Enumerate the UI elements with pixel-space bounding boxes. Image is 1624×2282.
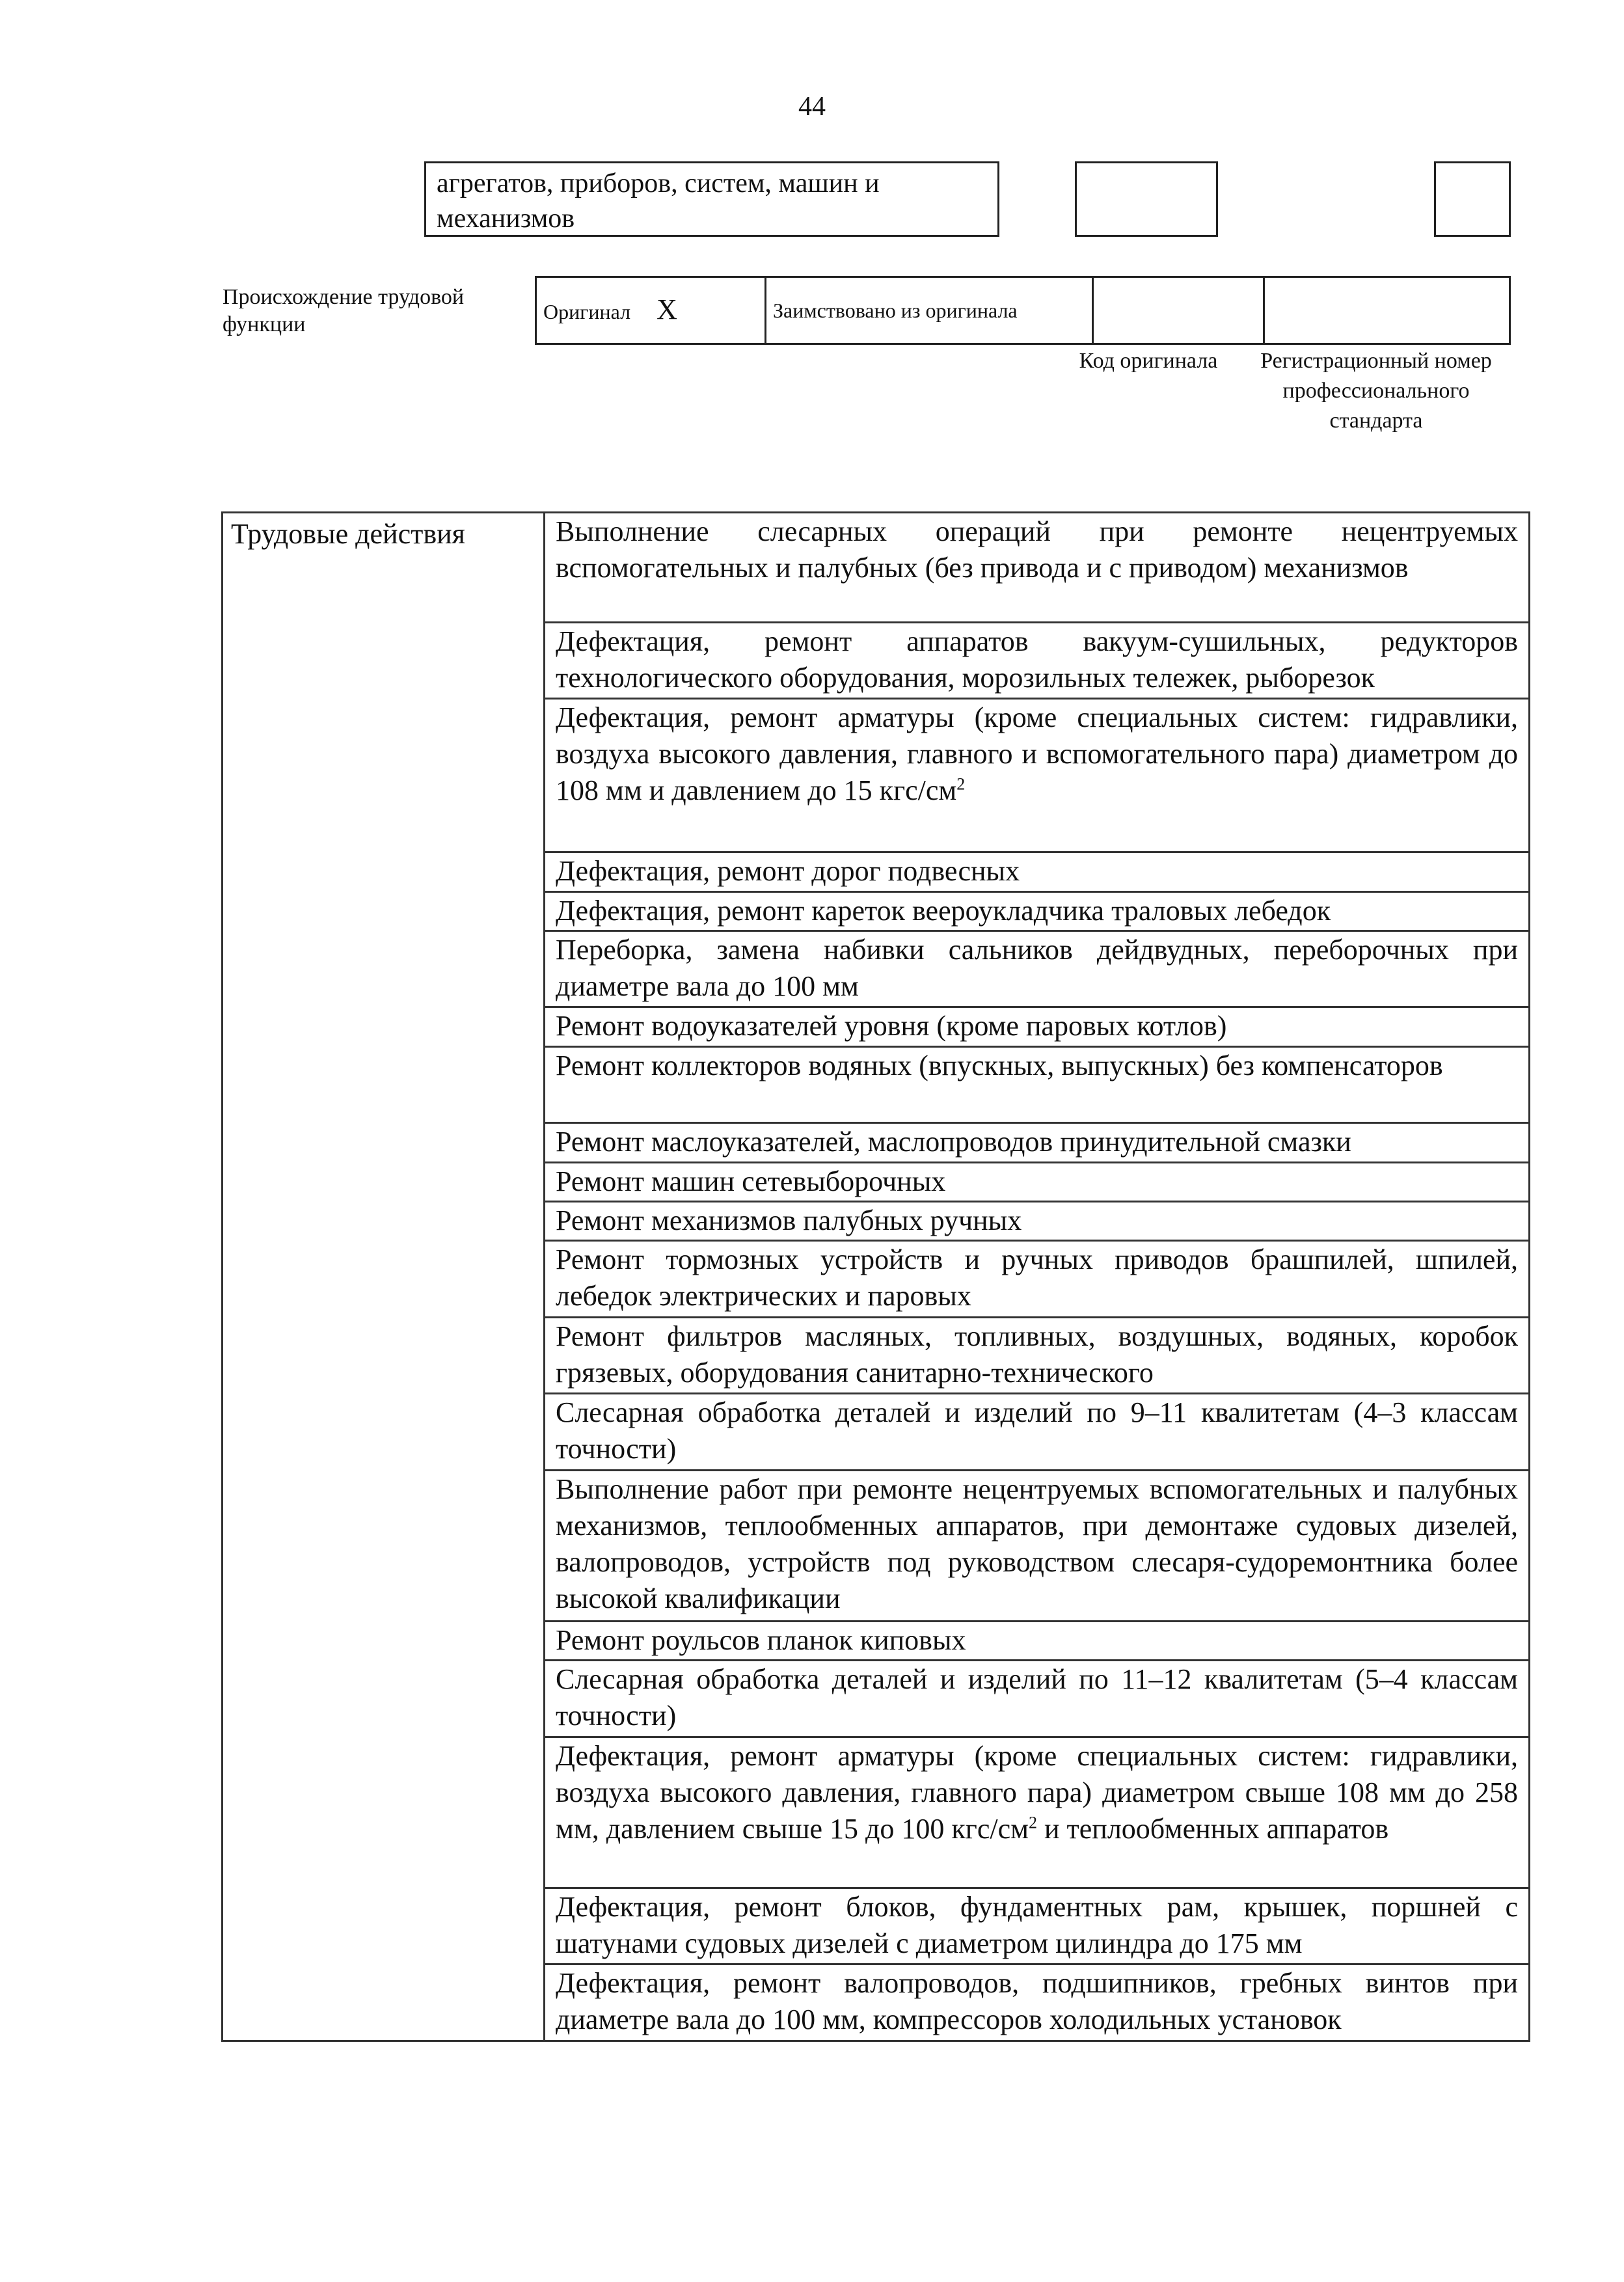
labor-action-item: Выполнение работ при ремонте нецентруемых вспомогательных и палубных механизмов, теплообменных аппаратов, при демонтаже судовых дизелей, валопроводов, устройств под руководством слесаря-судоремонтника более высокой квалификации [545,1470,1530,1621]
labor-action-item: Переборка, замена набивки сальников дейдвудных, переборочных при диаметре вала до 100 мм [545,930,1530,1007]
labor-action-item: Дефектация, ремонт блоков, фундаментных рам, крышек, поршней с шатунами судовых дизелей с диаметром цилиндра до 175 мм [545,1888,1530,1964]
origin-label: Происхождение трудовой функции [223,285,465,336]
labor-action-item: Дефектация, ремонт валопроводов, подшипников, гребных винтов при диаметре вала до 100 мм, компрессоров холодильных установок [545,1964,1530,2041]
labor-action-text-tail: и теплообменных аппаратов [1036,1812,1389,1845]
labor-action-item: Выполнение слесарных операций при ремонте нецентруемых вспомогательных и палубных (без привода и с приводом) механизмов [545,513,1530,623]
empty-level-box [1434,161,1511,237]
labor-action-item: Ремонт водоуказателей уровня (кроме паровых котлов) [545,1007,1530,1046]
origin-table [535,276,1511,345]
labor-action-item: Ремонт маслоуказателей, маслопроводов принудительной смазки [545,1123,1530,1162]
page-number: 44 [798,92,826,122]
labor-action-item: Ремонт тормозных устройств и ручных приводов брашпилей, шпилей, лебедок электрических и паровых [545,1241,1530,1318]
superscript-two: 2 [956,774,966,794]
function-name-text: агрегатов, приборов, систем, машин и механизмов [437,169,880,234]
labor-action-item: Слесарная обработка деталей и изделий по 11–12 квалитетам (5–4 классам точности) [545,1661,1530,1737]
original-cell [536,277,766,344]
labor-action-text: Дефектация, ремонт арматуры (кроме специальных систем: гидравлики, воздуха высокого давления, главного и вспомогательного пара) диаметром до 108 мм и давлением до 15 кгс/см [556,701,1518,807]
original-mark: X [656,293,677,325]
labor-action-item: Дефектация, ремонт кареток веероукладчика траловых лебедок [545,891,1530,930]
labor-action-item [545,699,1530,852]
labor-action-item: Слесарная обработка деталей и изделий по 9–11 квалитетам (4–3 классам точности) [545,1394,1530,1471]
borrowed-label: Заимствовано из оригинала [773,299,1018,322]
labor-actions-label: Трудовые действия [223,513,545,2041]
labor-action-item: Ремонт фильтров масляных, топливных, воздушных, водяных, коробок грязевых, оборудования санитарно-технического [545,1317,1530,1394]
labor-action-item [545,1737,1530,1888]
registration-number-cell [1264,277,1510,344]
labor-action-item: Ремонт механизмов палубных ручных [545,1201,1530,1240]
empty-code-box [1075,161,1218,237]
labor-action-item: Ремонт коллекторов водяных (впускных, выпускных) без компенсаторов [545,1046,1530,1123]
labor-action-item: Дефектация, ремонт дорог подвесных [545,852,1530,891]
labor-action-text: Дефектация, ремонт арматуры (кроме специальных систем: гидравлики, воздуха высокого давления, главного пара) диаметром свыше 108 мм до 258 мм, давлением свыше 15 до 100 кгс/см [556,1739,1518,1845]
code-caption: Код оригинала [1079,349,1218,373]
function-name-box [424,161,999,237]
original-code-cell [1093,277,1264,344]
labor-action-item: Дефектация, ремонт аппаратов вакуум-сушильных, редукторов технологического оборудования, морозильных тележек, рыборезок [545,622,1530,699]
labor-actions-table [221,511,1530,2042]
registration-caption: Регистрационный номер профессионального стандарта [1260,349,1492,433]
labor-action-item: Ремонт роульсов планок киповых [545,1621,1530,1660]
borrowed-cell [766,277,1093,344]
superscript-two: 2 [1028,1813,1037,1832]
original-label: Оригинал [543,299,631,323]
labor-action-item: Ремонт машин сетевыборочных [545,1162,1530,1201]
